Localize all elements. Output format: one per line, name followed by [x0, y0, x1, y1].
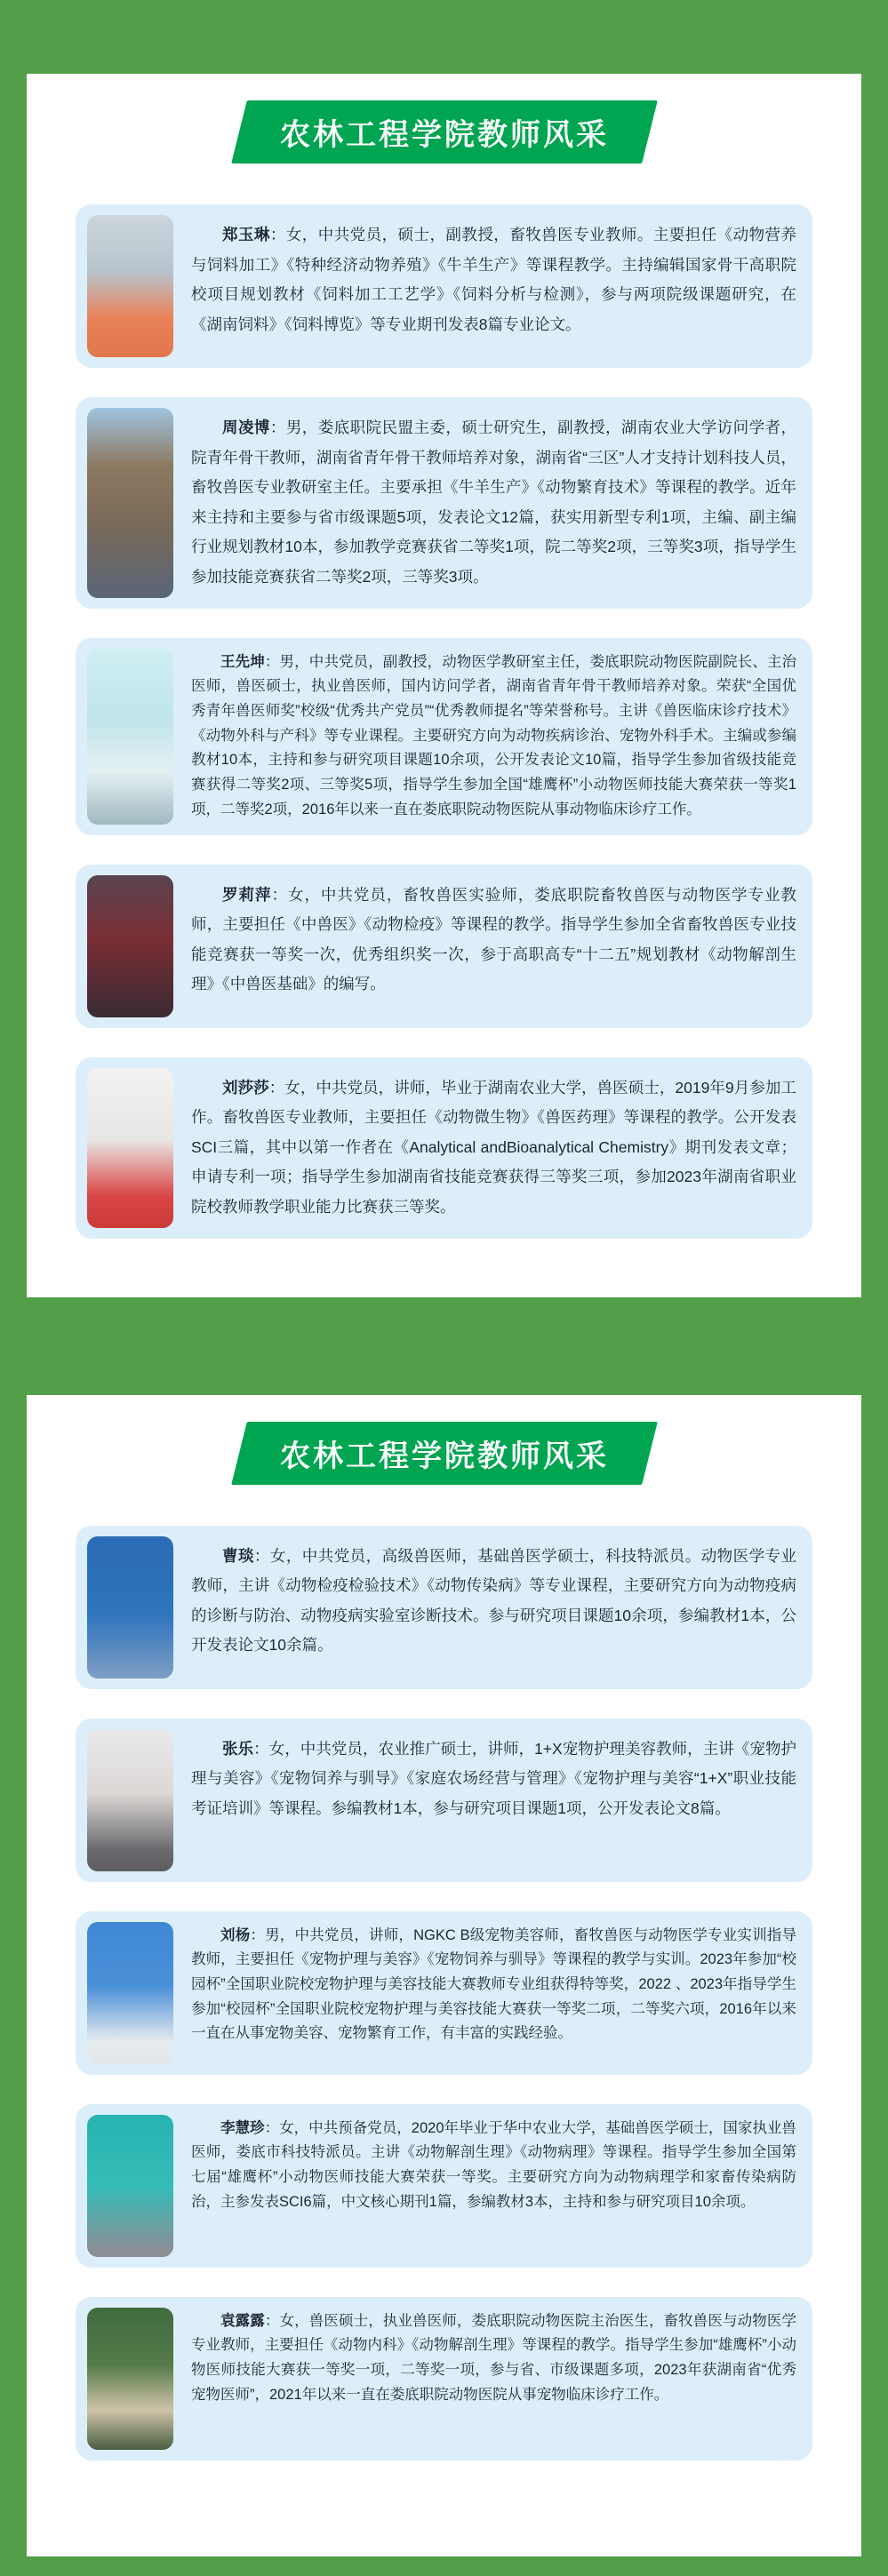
teacher-photo-zheng-yulin — [87, 215, 173, 357]
teacher-photo-wang-xiankun — [87, 649, 173, 825]
teacher-bio-text: ：女，中共党员，讲师，毕业于湖南农业大学，兽医硕士，2019年9月参加工作。畜牧兽医专业教师，主要担任《动物微生物》《兽医药理》等课程的教学。公开发表SCI三篇，其中以第一作者在《Analytical andBioanalytical Chemistry》期刊发表文章；申请专利一项；指导学生参加湖南省技能竞赛获得三等奖三项，参加2023年湖南省职业院校教师教学职业能力比赛获三等奖。 — [191, 1078, 796, 1216]
teacher-bio — [191, 220, 796, 352]
teacher-card-liu-shasha — [76, 1057, 812, 1239]
teacher-bio-text: ：女，中共党员，农业推广硕士，讲师，1+X宠物护理美容教师，主讲《宠物护理与美容》《宠物饲养与驯导》《家庭农场经营与管理》《宠物护理与美容“1+X”职业技能考证培训》等课程。参编教材1本，参与研究项目课题1项，公开发表论文8篇。 — [191, 1739, 796, 1817]
teacher-card-zheng-yulin — [76, 204, 812, 368]
teacher-name: 袁露露 — [220, 2312, 265, 2329]
teacher-bio — [191, 1924, 796, 2062]
section-1-title: 农林工程学院教师风采 — [279, 118, 609, 152]
teacher-card-li-huizhen — [76, 2104, 812, 2268]
teacher-card-wang-xiankun — [76, 638, 812, 835]
teacher-card-cao-yan — [76, 1526, 812, 1689]
teacher-name: 李慧珍 — [220, 2119, 265, 2136]
teacher-bio-text: ：女，中共党员，高级兽医师，基础兽医学硕士，科技特派员。动物医学专业教师，主讲《动物检疫检验技术》《动物传染病》等专业课程，主要研究方向为动物疫病的诊断与防治、动物疫病实验室诊断技术。参与研究项目课题10余项，参编教材1本，公开发表论文10余篇。 — [191, 1546, 797, 1655]
teacher-bio — [191, 650, 796, 823]
teacher-photo-cao-yan — [87, 1536, 173, 1679]
teacher-card-yuan-lulu — [76, 2297, 812, 2460]
teacher-bio — [191, 1735, 796, 1866]
teacher-bio — [191, 413, 796, 593]
teacher-bio — [191, 1073, 796, 1223]
teacher-photo-li-huizhen — [87, 2115, 173, 2257]
teacher-name: 王先坤 — [220, 653, 265, 670]
teacher-photo-zhou-lingbo — [87, 408, 173, 598]
teacher-photo-zhang-le — [87, 1729, 173, 1871]
teacher-bio — [191, 2309, 796, 2448]
teacher-bio-text: ：女，兽医硕士，执业兽医师，娄底职院动物医院主治医生，畜牧兽医与动物医学专业教师，主要担任《动物内科》《动物解剖生理》等课程的教学。指导学生参加“雄鹰杯”小动物医师技能大赛获一等奖一项，二等奖一项，参与省、市级课题多项，2023年获湖南省“优秀宠物医师”，2021年以来一直在娄底职院动物医院从事宠物临床诊疗工作。 — [191, 2312, 797, 2403]
teacher-bio-text: ：男，中共党员，副教授，动物医学教研室主任，娄底职院动物医院副院长、主治医师，兽医硕士，执业兽医师，国内访问学者，湖南省青年骨干教师培养对象。荣获“全国优秀青年兽医师奖”校级“优秀共产党员”“优秀教师提名”等荣誉称号。主讲《兽医临床诊疗技术》《动物外科与产科》等专业课程。主要研究方向为动物疾病诊治、宠物外科手术。主编或参编教材10本，主持和参与研究项目课题10余项，公开发表论文10篇，指导学生参加省级技能竞赛获得二等奖2项、三等奖5项，指导学生参加全国“雄鹰杯”小动物医师技能大赛荣获一等奖1项，二等奖2项，2016年以来一直在娄底职院动物医院从事动物临床诊疗工作。 — [191, 653, 797, 817]
bottom-green-margin — [0, 2556, 888, 2576]
teacher-bio — [191, 881, 796, 1012]
teacher-photo-liu-shasha — [87, 1068, 173, 1228]
teacher-bio-text: ：女，中共党员，畜牧兽医实验师，娄底职院畜牧兽医与动物医学专业教师，主要担任《中兽医》《动物检疫》等课程的教学。指导学生参加全省畜牧兽医专业技能竞赛获一等奖一次，优秀组织奖一次，参于高职高专“十二五”规划教材《动物解剖生理》《中兽医基础》的编写。 — [191, 885, 797, 993]
teacher-card-zhou-lingbo — [76, 397, 812, 609]
teacher-name: 罗莉萍 — [222, 885, 272, 904]
teacher-name: 刘杨 — [220, 1926, 251, 1943]
teacher-card-zhang-le — [76, 1719, 812, 1882]
teacher-bio-text: ：女，中共预备党员，2020年毕业于华中农业大学，基础兽医学硕士，国家执业兽医师，娄底市科技特派员。主讲《动物解剖生理》《动物病理》等课程。指导学生参加全国第七届“雄鹰杯”小动物医师技能大赛荣获一等奖。主要研究方向为动物病理学和家畜传染病防治，主参发表SCI6篇，中文核心期刊1篇，参编教材3本，主持和参与研究项目10余项。 — [191, 2119, 797, 2210]
teacher-bio-text: ：女，中共党员，硕士，副教授，畜牧兽医专业教师。主要担任《动物营养与饲料加工》《特种经济动物养殖》《牛羊生产》等课程教学。主持编辑国家骨干高职院校项目规划教材《饲料加工工艺学》《饲料分析与检测》，参与两项院级课题研究，在《湖南饲料》《饲料博览》等专业期刊发表8篇专业论文。 — [191, 226, 797, 333]
section-panel-1 — [27, 74, 861, 1297]
teacher-bio — [191, 1542, 796, 1673]
teacher-photo-liu-yang — [87, 1922, 173, 2064]
teacher-name: 曹琰 — [222, 1546, 254, 1565]
teacher-bio-text: ：男，娄底职院民盟主委，硕士研究生，副教授，湖南农业大学访问学者，院青年骨干教师，湖南省青年骨干教师培养对象，湖南省“三区”人才支持计划科技人员，畜牧兽医专业教研室主任。主要承担《牛羊生产》《动物繁育技术》等课程的教学。近年来主持和主要参与省市级课题5项，发表论文12篇，获实用新型专利1项，主编、副主编行业规划教材10本，参加教学竞赛获省二等奖1项，院二等奖2项，三等奖3项，指导学生参加技能竞赛获省二等奖2项，三等奖3项。 — [191, 419, 797, 586]
section-2-title: 农林工程学院教师风采 — [279, 1439, 609, 1473]
teacher-photo-luo-liping — [87, 875, 173, 1017]
teacher-card-liu-yang — [76, 1911, 812, 2075]
section-2-banner-wrap — [27, 1422, 861, 1485]
teacher-name: 张乐 — [222, 1739, 254, 1758]
teacher-name: 刘莎莎 — [222, 1078, 269, 1097]
teacher-name: 郑玉琳 — [222, 226, 270, 243]
teacher-photo-yuan-lulu — [87, 2308, 173, 2450]
teacher-bio — [191, 2117, 796, 2255]
teacher-card-luo-liping — [76, 865, 812, 1028]
section-1-banner-wrap — [27, 100, 861, 163]
section-1-title-banner — [231, 100, 658, 163]
top-green-margin — [0, 0, 888, 74]
teacher-bio-text: ：男，中共党员，讲师，NGKC B级宠物美容师，畜牧兽医与动物医学专业实训指导教师，主要担任《宠物护理与美容》《宠物饲养与驯导》等课程的教学与实训。2023年参加“校园杯”全国职业院校宠物护理与美容技能大赛教师专业组获得特等奖，2022 、2023年指导学生参加“校园杯”全国职业院校宠物护理与美容技能大赛获一等奖二项，二等奖六项，2016年以来一直在从事宠物美容、宠物繁育工作，有丰富的实践经验。 — [191, 1926, 796, 2042]
teacher-name: 周凌博 — [222, 419, 270, 436]
section-2-title-banner — [231, 1422, 658, 1485]
section-panel-2 — [27, 1395, 861, 2556]
